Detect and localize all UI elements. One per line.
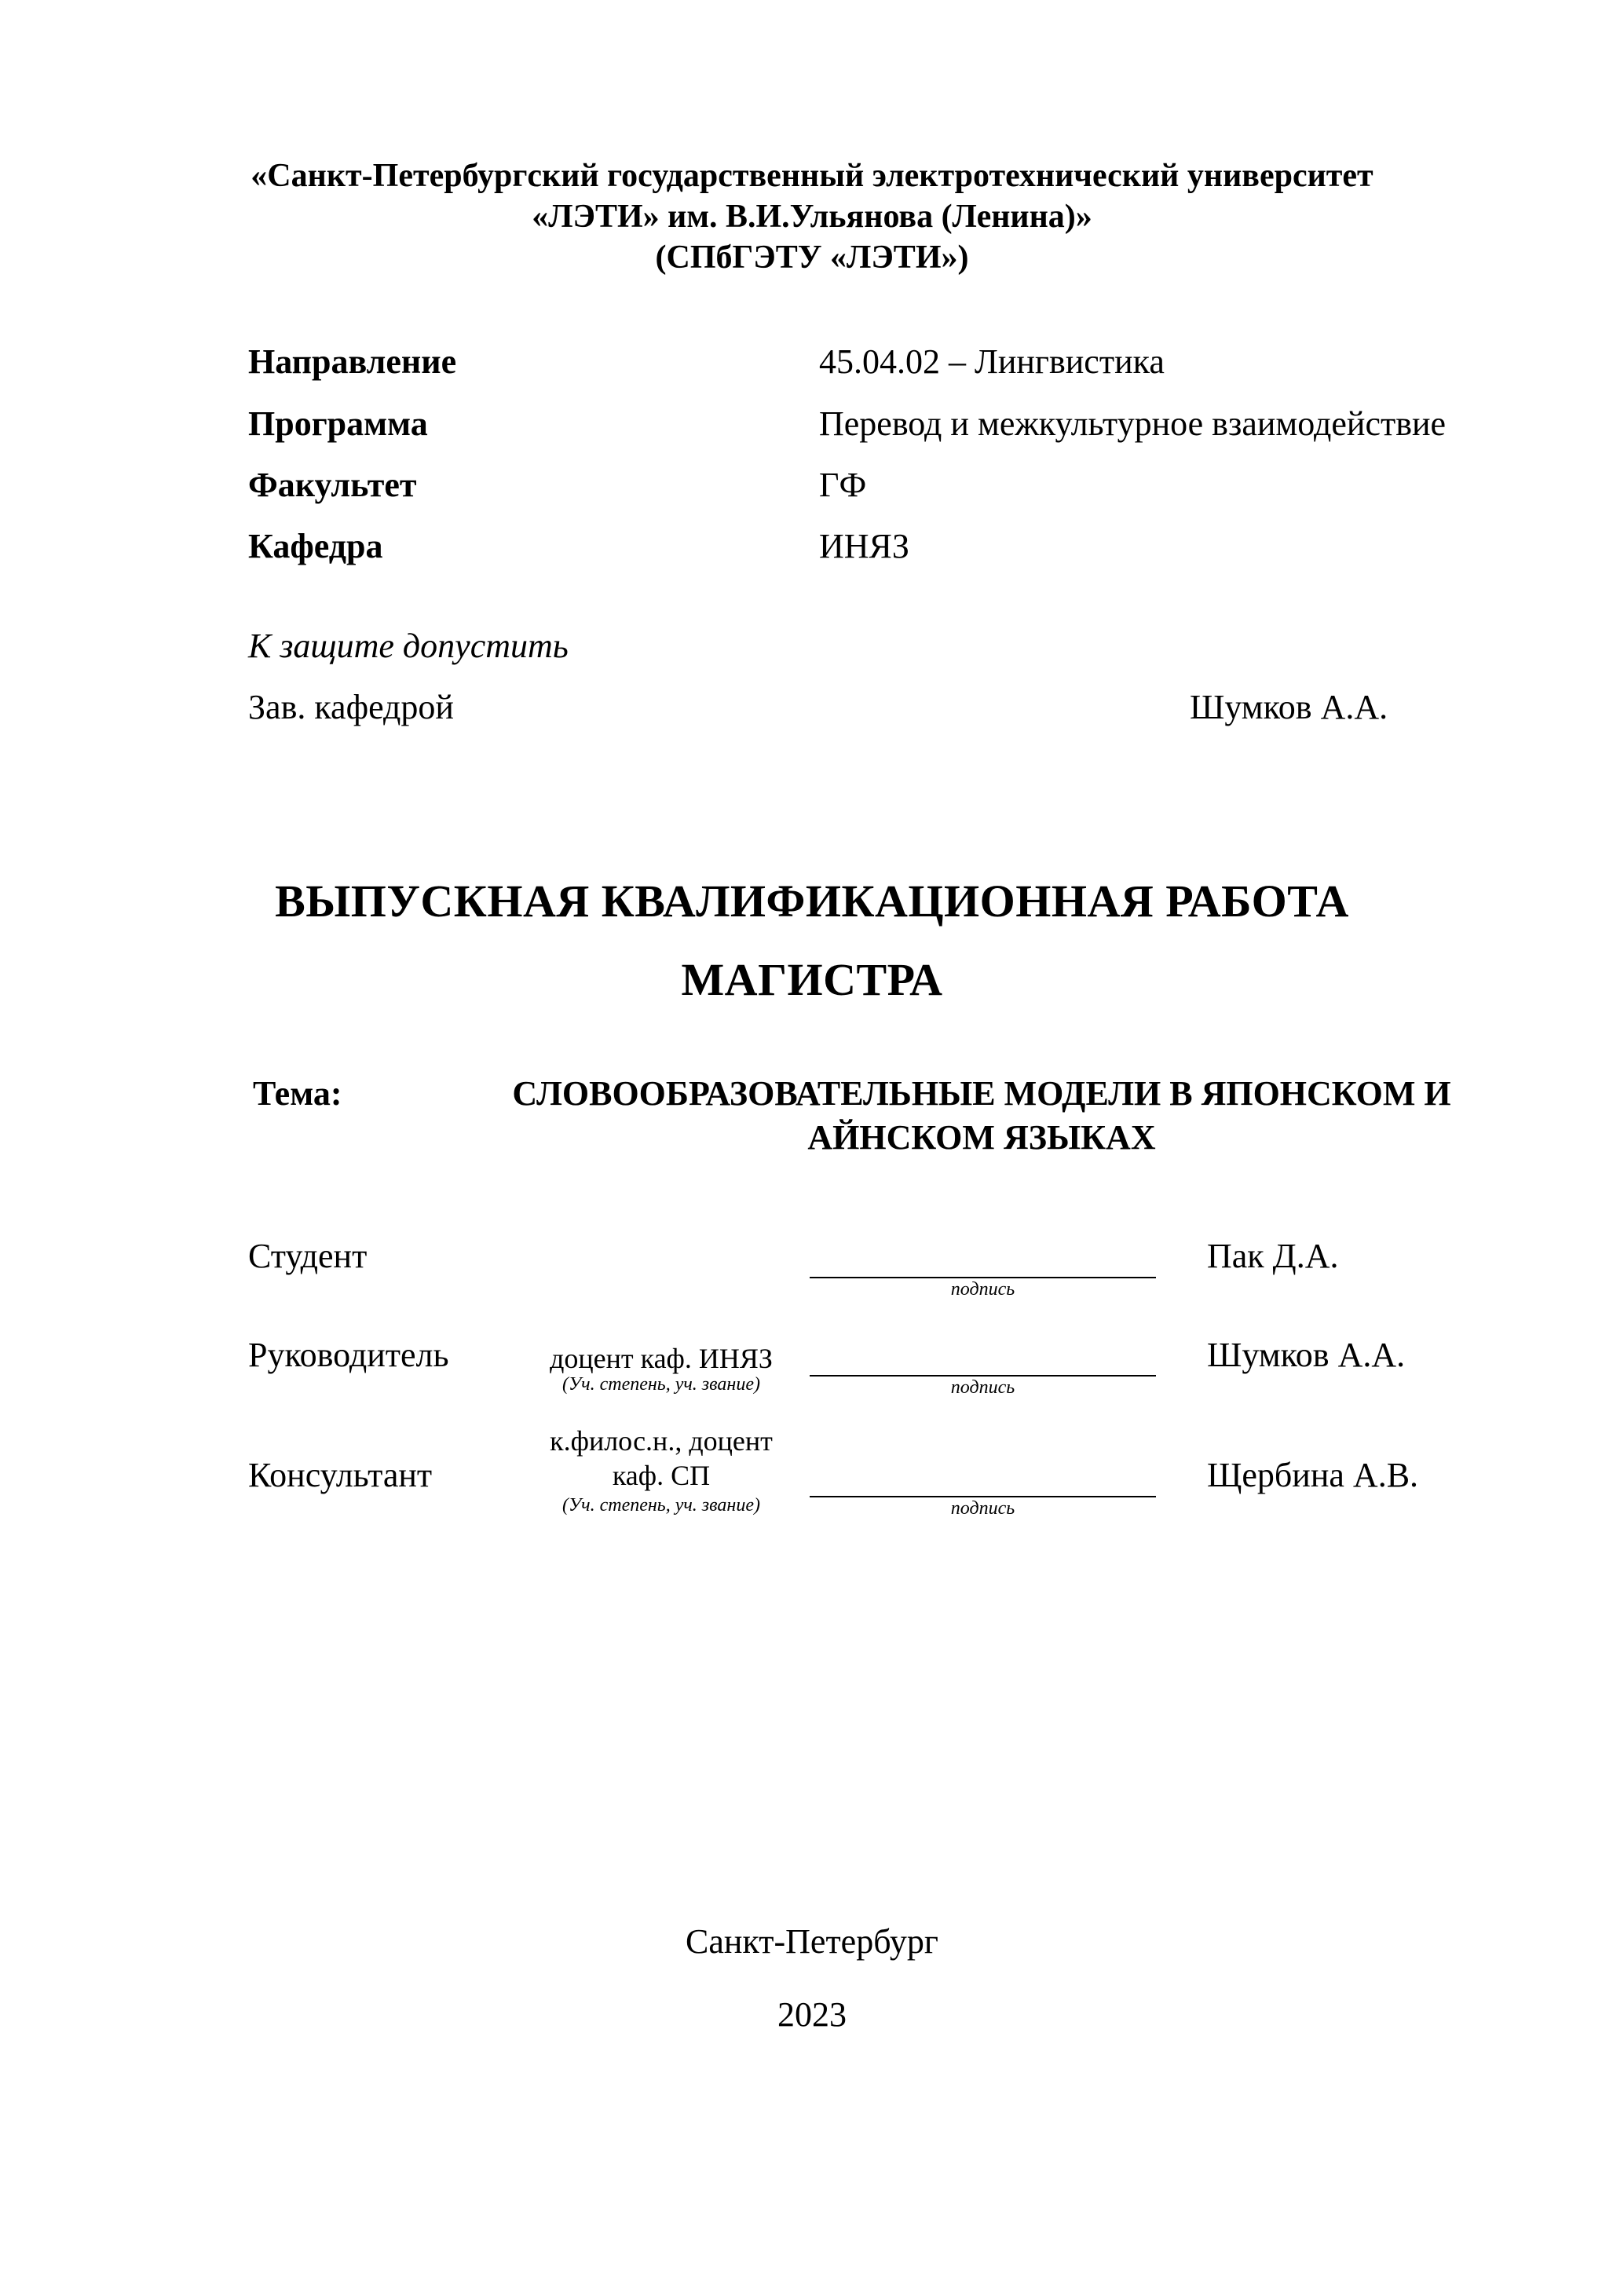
department-value: ИНЯЗ (819, 527, 909, 565)
title-line2: МАГИСТРА (681, 954, 943, 1005)
university-header (0, 155, 1624, 278)
faculty-value: ГФ (819, 466, 867, 504)
supervisor-name: Шумков А.А. (1207, 1336, 1406, 1374)
title-line1: ВЫПУСКНАЯ КВАЛИФИКАЦИОННАЯ РАБОТА (275, 876, 1349, 927)
supervisor-role: Руководитель (248, 1336, 449, 1374)
program-label: Программа (248, 404, 428, 443)
program-value: Перевод и межкультурное взаимодействие (819, 404, 1447, 443)
topic-text (424, 1072, 1539, 1160)
admit-to-defense: К защите допустить (248, 627, 569, 665)
topic-label: Тема: (253, 1074, 342, 1113)
department-head-label: Зав. кафедрой (248, 688, 454, 726)
supervisor-position-caption: (Уч. степень, уч. звание) (562, 1374, 760, 1395)
student-signature-caption: подпись (950, 1279, 1015, 1300)
consultant-signature-caption: подпись (950, 1498, 1015, 1519)
direction-label: Направление (248, 342, 457, 381)
consultant-name: Щербина А.В. (1207, 1456, 1419, 1494)
department-head-name: Шумков А.А. (1190, 688, 1388, 726)
consultant-position-caption: (Уч. степень, уч. звание) (562, 1495, 760, 1515)
university-abbreviation: (СПбГЭТУ «ЛЭТИ») (655, 239, 969, 276)
supervisor-position (528, 1341, 795, 1376)
consultant-position-line2: каф. СП (612, 1460, 711, 1491)
faculty-label: Факультет (248, 466, 417, 504)
student-name: Пак Д.А. (1207, 1237, 1339, 1275)
footer-year: 2023 (777, 1995, 847, 2034)
university-name-line1: «Санкт-Петербургский государственный электротехнический университет (251, 158, 1373, 194)
topic-line1: СЛОВООБРАЗОВАТЕЛЬНЫЕ МОДЕЛИ В ЯПОНСКОМ И (512, 1074, 1451, 1113)
university-name-line2: «ЛЭТИ» им. В.И.Ульянова (Ленина)» (532, 199, 1092, 235)
footer-city: Санкт-Петербург (686, 1922, 938, 1961)
direction-value: 45.04.02 – Лингвистика (819, 342, 1165, 381)
consultant-position-line1: к.филос.н., доцент (550, 1425, 773, 1457)
supervisor-position-text: доцент каф. ИНЯЗ (550, 1343, 773, 1374)
department-label: Кафедра (248, 527, 383, 565)
supervisor-signature-caption: подпись (950, 1377, 1015, 1398)
topic-line2: АЙНСКОМ ЯЗЫКАХ (807, 1118, 1156, 1157)
consultant-position (528, 1424, 795, 1493)
student-role: Студент (248, 1237, 368, 1275)
consultant-role: Консультант (248, 1456, 433, 1494)
document-title (0, 862, 1624, 1019)
